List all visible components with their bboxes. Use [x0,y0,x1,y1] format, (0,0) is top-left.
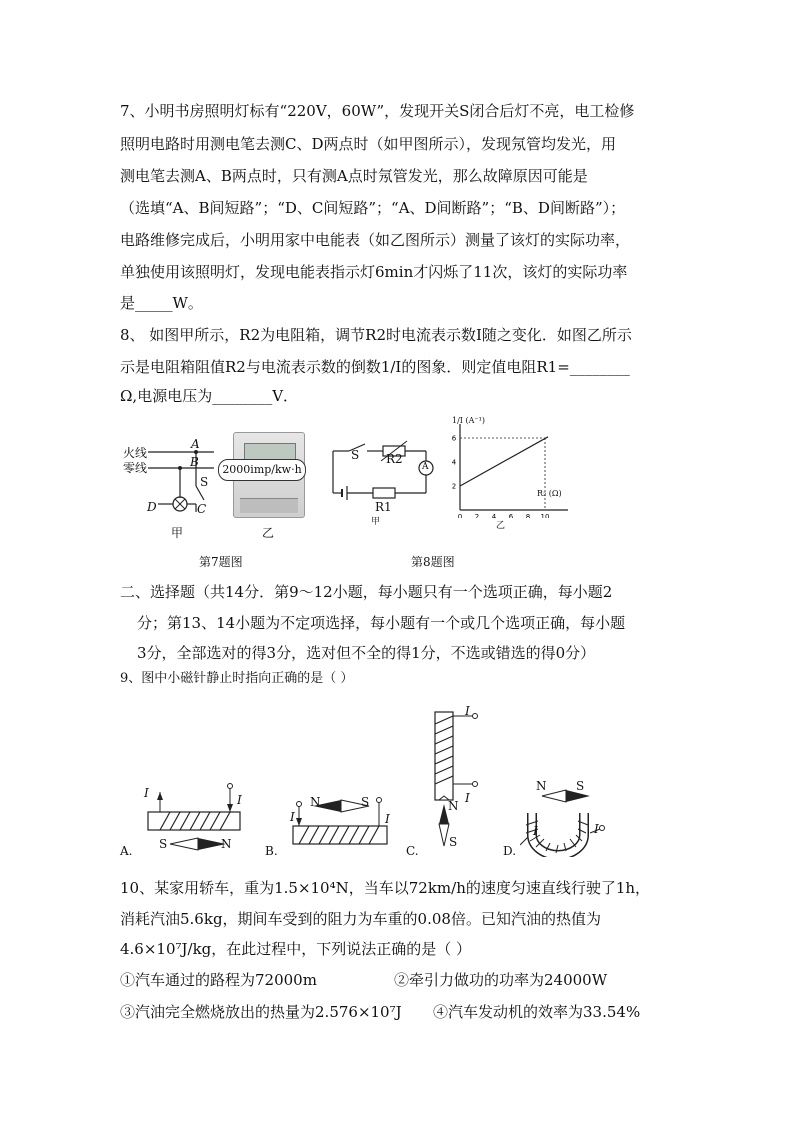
fig8-jia: 甲 [371,517,381,527]
meter-terminal [240,498,298,513]
q8-line-1: 8、 如图甲所示，R2为电阻箱，调节R2时电流表示数I随之变化．如图乙所示 [120,326,632,344]
fig7-neutral-label: 零线 [123,461,148,475]
q9-stem: 9、图中小磁针静止时指向正确的是（ ） [120,671,354,686]
q8-line-2: 示是电阻箱阻值R2与电流表示数的倒数1/I的图象．则定值电阻R1=________ [120,358,630,376]
q10-option-1[interactable]: ①汽车通过的路程为72000m [120,971,317,989]
x-tick-label: 2 [474,513,480,518]
q10-option-3[interactable]: ③汽油完全燃烧放出的热量为2.576×10⁷J [120,1003,402,1021]
x-tick-label: 0 [457,513,463,518]
meter-callout [218,459,306,481]
fig8-graph [443,418,573,518]
fig7-live-label: 火线 [123,446,148,460]
x-tick-label: 10 [540,513,550,518]
q9-d-current-left: I [533,824,538,838]
meter-constant: 2000imp/kw·h [222,463,302,476]
q10-option-4[interactable]: ④汽车发动机的效率为33.54% [433,1003,641,1021]
q9-b-current-left: I [290,810,295,824]
q8-line-3: Ω,电源电压为________V． [120,387,299,405]
q10-line-2: 消耗汽油5.6kg，期间车受到的阻力为车重的0.08倍。已知汽油的热值为 [120,910,601,928]
q9-a-current-left: I [144,786,149,800]
q9-option-c-diagram [425,700,495,850]
section2-line-3: 3分，全部选对的得3分，选对但不全的得1分，不选或错选的得0分） [137,644,596,662]
q9-option-c[interactable]: C. [406,844,419,858]
q9-a-current-right: I [237,793,242,807]
fig8-r2-label: R2 [386,452,403,466]
section2-line-1: 二、选择题（共14分．第9～12小题，每小题只有一个选项正确，每小题2 [120,583,613,601]
q9-b-needle-n: N [310,795,321,809]
q7-line-6: 单独使用该照明灯，发现电能表指示灯6min才闪烁了11次，该灯的实际功率 [120,263,628,281]
y-tick-label: 2 [451,482,457,491]
needle-s-half [439,824,449,846]
needle-left-half [170,838,198,850]
fig8-ylabel: 1/I (A⁻¹) [452,416,485,425]
q7-line-3: 测电笔去测A、B两点时，只有测A点时氖管发光，那么故障原因可能是 [120,167,588,185]
q7-line-2: 照明电路时用测电笔去测C、D两点时（如甲图所示），发现氖管均发光，用 [120,135,617,153]
fig8-switch-s: S [351,448,360,462]
q9-c-needle-s: S [449,835,458,849]
q9-d-needle-s: S [576,779,585,793]
q9-a-needle-s: S [159,837,168,851]
fig7-switch-s: S [200,475,209,489]
x-tick-label: 4 [491,513,497,518]
fig8-caption: 第8题图 [411,555,455,569]
q10-option-2[interactable]: ②牵引力做功的功率为24000W [394,971,608,989]
q9-option-b[interactable]: B. [265,844,278,858]
q9-d-needle-n: N [536,779,547,793]
q9-option-a-diagram [140,782,250,854]
q9-option-b-diagram [285,790,395,856]
iron-core [435,712,453,800]
x-tick-label: 6 [508,513,514,518]
fig7-point-c: C [197,502,207,516]
q7-line-4: （选填“A、B间短路”；“D、C间短路”；“A、D间断路”；“B、D间断路”）； [120,199,626,217]
q9-option-a[interactable]: A. [120,844,133,858]
q10-line-3: 4.6×10⁷J/kg，在此过程中，下列说法正确的是（ ） [120,940,472,958]
section2-line-2: 分；第13、14小题为不定项选择，每小题有一个或几个选项正确，每小题 [137,614,626,632]
fig8-ammeter-a: A [422,462,429,472]
q9-a-needle-n: N [221,837,232,851]
q9-option-d[interactable]: D. [503,844,517,858]
fig8-yi: 乙 [496,521,506,531]
series-line [460,437,548,486]
q9-d-current-right: I [594,822,599,836]
y-tick-label: 6 [451,434,457,443]
fig7-point-d: D [147,500,157,514]
fig8-xlabel: R₂ (Ω) [537,489,562,498]
q9-option-d-diagram [520,785,610,857]
fig7-caption: 第7题图 [199,555,243,569]
fig7-yi: 乙 [262,526,275,540]
fig8-r1-label: R1 [375,500,392,514]
fig7-jia: 甲 [171,526,184,540]
q9-c-current-bottom: I [465,791,470,805]
y-tick-label: 4 [451,458,457,467]
q10-line-1: 10、某家用轿车，重为1.5×10⁴N，当车以72km/h的速度匀速直线行驶了1h， [120,879,651,897]
q9-c-needle-n: N [448,799,459,813]
q9-c-current-top: I [465,704,470,718]
q9-b-needle-s: S [361,795,370,809]
fig7-point-b: B [190,455,199,469]
x-tick-label: 8 [525,513,531,518]
q7-line-1: 7、小明书房照明灯标有“220V，60W”，发现开关S闭合后灯不亮，电工检修 [120,102,635,120]
resistor-r1 [373,488,395,498]
fig7-point-a: A [191,437,200,451]
q7-line-5: 电路维修完成后，小明用家中电能表（如乙图所示）测量了该灯的实际功率， [120,231,631,249]
q9-b-current-right: I [385,812,390,826]
q7-line-7: 是_____W。 [120,294,203,312]
